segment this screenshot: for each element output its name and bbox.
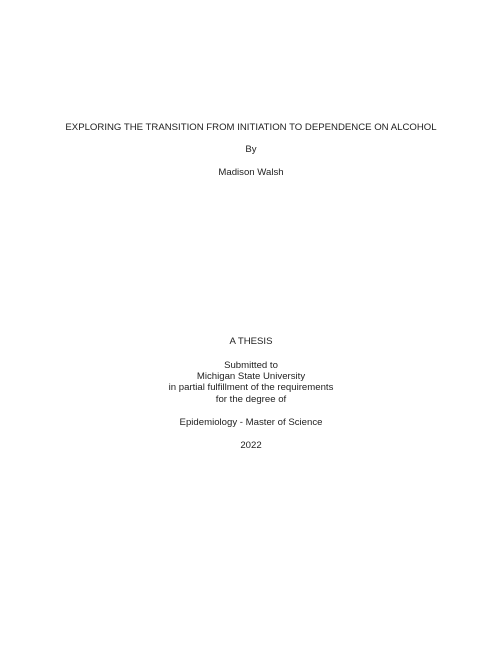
thesis-title: EXPLORING THE TRANSITION FROM INITIATION TO DEPENDENCE ON ALCOHOL [65,122,437,133]
submission-line-1: Submitted to [224,360,278,371]
degree-name: Epidemiology - Master of Science [179,417,323,428]
submission-line-4: for the degree of [215,394,287,405]
submission-line-3: in partial fulfillment of the requirements [168,382,334,393]
document-type: A THESIS [229,336,273,347]
submission-year: 2022 [240,440,262,451]
submission-line-2: Michigan State University [196,371,306,382]
by-label: By [245,144,257,155]
author-name: Madison Walsh [218,167,284,178]
